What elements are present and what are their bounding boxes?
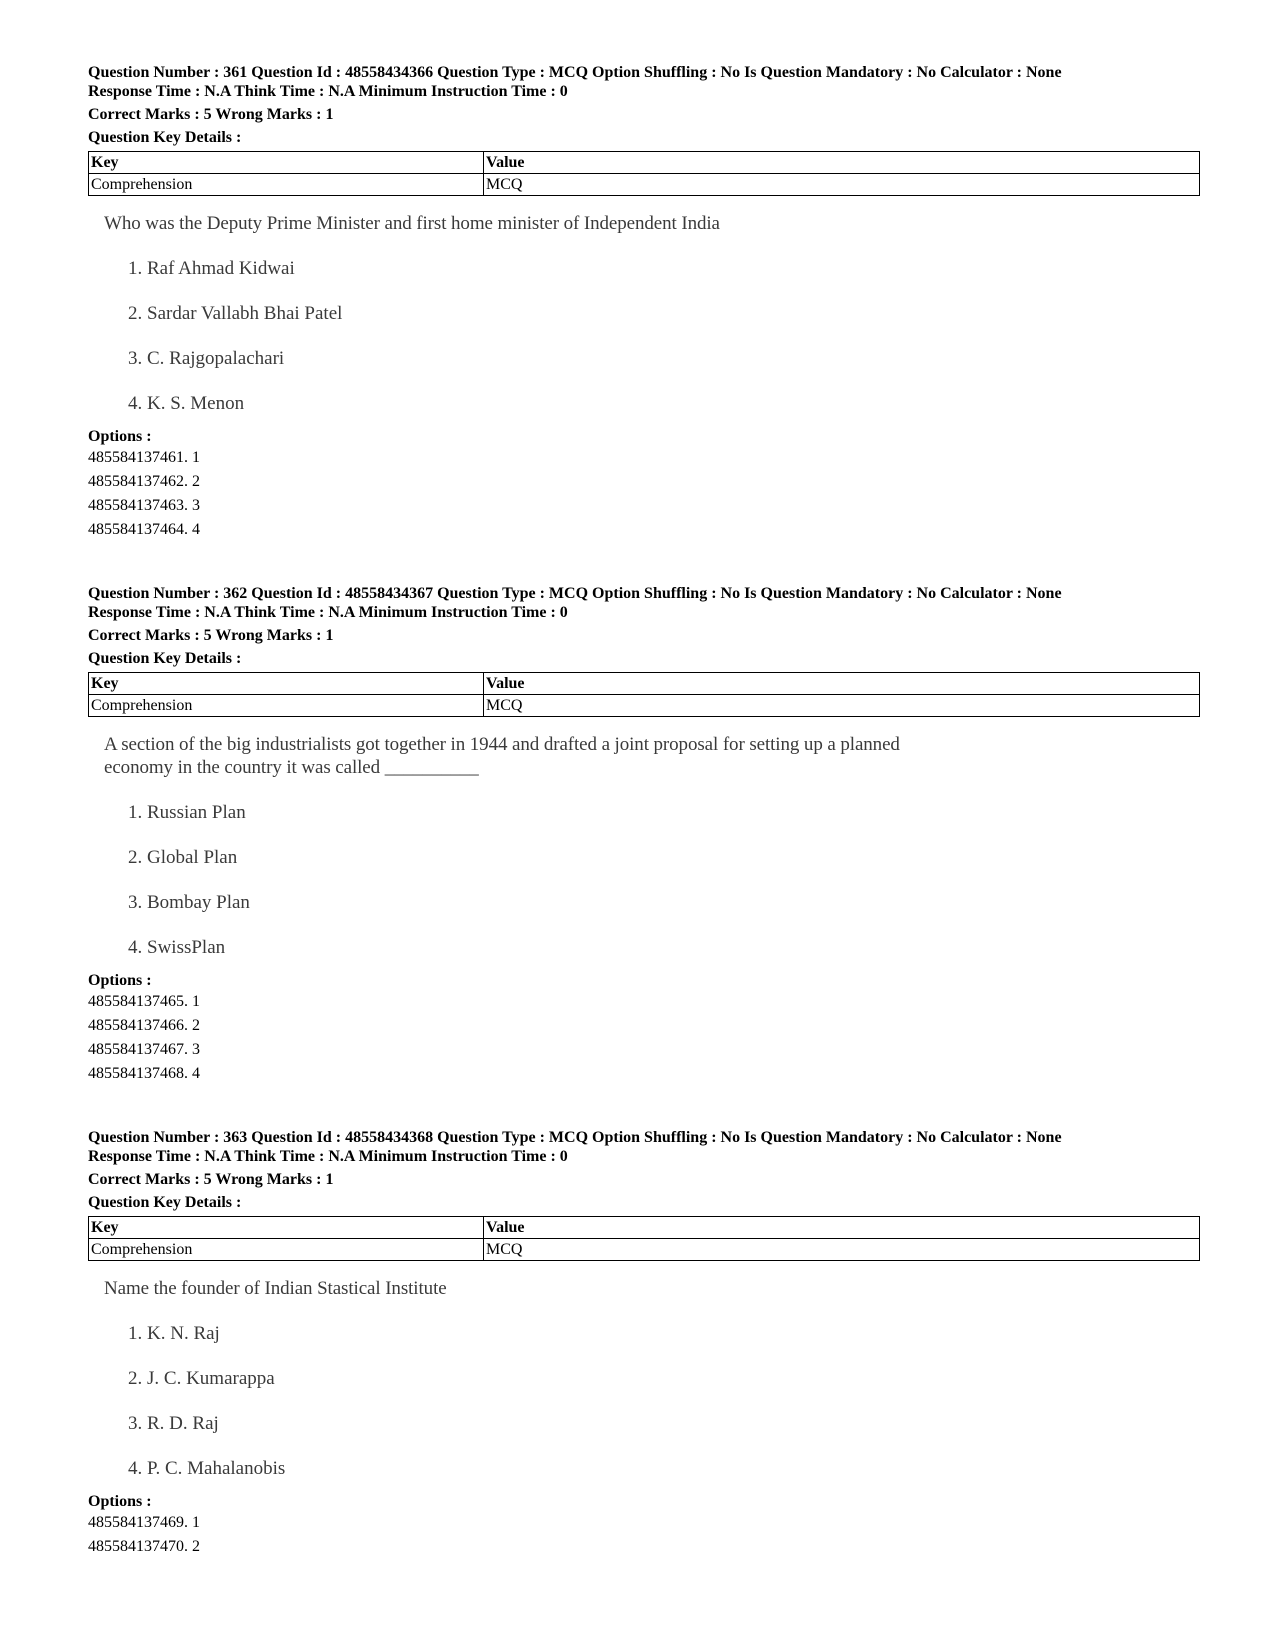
marks-line: Correct Marks : 5 Wrong Marks : 1	[88, 106, 334, 123]
question-block-362	[88, 584, 1200, 1086]
key-details-label: Question Key Details :	[88, 1194, 242, 1211]
question-meta-line: Question Number : 363 Question Id : 48558434368 Question Type : MCQ Option Shuffling : No Is Question Mandatory : No Calculator : None	[88, 1129, 1062, 1146]
options-label: Options :	[88, 972, 152, 989]
table-cell-key: Comprehension	[89, 695, 484, 717]
answer-choices	[88, 802, 1200, 959]
key-details-label: Question Key Details :	[88, 650, 242, 667]
question-timing-line: Response Time : N.A Think Time : N.A Minimum Instruction Time : 0	[88, 83, 568, 100]
table-cell-key: Comprehension	[89, 174, 484, 196]
answer-choice: 3. R. D. Raj	[128, 1413, 219, 1434]
question-block-363	[88, 1128, 1200, 1559]
answer-choice: 2. Sardar Vallabh Bhai Patel	[128, 303, 343, 324]
answer-choices	[88, 258, 1200, 415]
option-id: 485584137466. 2	[88, 1017, 200, 1034]
table-header-value: Value	[484, 1217, 1200, 1239]
table-cell-value: MCQ	[484, 174, 1200, 196]
answer-choice: 4. P. C. Mahalanobis	[128, 1458, 286, 1479]
option-id: 485584137464. 4	[88, 521, 200, 538]
option-id: 485584137462. 2	[88, 473, 200, 490]
question-text-line: economy in the country it was called __________	[104, 757, 479, 778]
key-details-table	[88, 1216, 1200, 1261]
key-details-label: Question Key Details :	[88, 129, 242, 146]
question-timing-line: Response Time : N.A Think Time : N.A Minimum Instruction Time : 0	[88, 1148, 568, 1165]
option-id: 485584137467. 3	[88, 1041, 200, 1058]
table-header-value: Value	[484, 152, 1200, 174]
question-text-line: A section of the big industrialists got together in 1944 and drafted a joint proposal for setting up a planned	[104, 734, 900, 755]
question-text: Who was the Deputy Prime Minister and first home minister of Independent India	[104, 213, 720, 234]
answer-choice: 1. K. N. Raj	[128, 1323, 220, 1344]
key-details-table	[88, 672, 1200, 717]
table-cell-key: Comprehension	[89, 1239, 484, 1261]
answer-choice: 2. J. C. Kumarappa	[128, 1368, 275, 1389]
table-cell-value: MCQ	[484, 1239, 1200, 1261]
options-label: Options :	[88, 428, 152, 445]
table-header-key: Key	[89, 152, 484, 174]
question-block-361	[88, 63, 1200, 542]
option-id: 485584137463. 3	[88, 497, 200, 514]
answer-choice: 2. Global Plan	[128, 847, 238, 868]
question-meta-line: Question Number : 362 Question Id : 48558434367 Question Type : MCQ Option Shuffling : No Is Question Mandatory : No Calculator : None	[88, 585, 1062, 602]
answer-choice: 3. C. Rajgopalachari	[128, 348, 285, 369]
question-timing-line: Response Time : N.A Think Time : N.A Minimum Instruction Time : 0	[88, 604, 568, 621]
answer-choice: 1. Raf Ahmad Kidwai	[128, 258, 295, 279]
table-header-key: Key	[89, 1217, 484, 1239]
question-text	[104, 733, 1200, 779]
option-id: 485584137470. 2	[88, 1538, 200, 1555]
answer-choice: 4. SwissPlan	[128, 937, 226, 958]
answer-choice: 4. K. S. Menon	[128, 393, 245, 414]
options-label: Options :	[88, 1493, 152, 1510]
answer-choices	[88, 1323, 1200, 1480]
marks-line: Correct Marks : 5 Wrong Marks : 1	[88, 1171, 334, 1188]
answer-choice: 1. Russian Plan	[128, 802, 246, 823]
option-id: 485584137468. 4	[88, 1065, 200, 1082]
table-header-key: Key	[89, 673, 484, 695]
option-id: 485584137465. 1	[88, 993, 200, 1010]
key-details-table	[88, 151, 1200, 196]
question-meta-line: Question Number : 361 Question Id : 48558434366 Question Type : MCQ Option Shuffling : No Is Question Mandatory : No Calculator : None	[88, 64, 1062, 81]
option-id: 485584137469. 1	[88, 1514, 200, 1531]
table-header-value: Value	[484, 673, 1200, 695]
table-cell-value: MCQ	[484, 695, 1200, 717]
question-text: Name the founder of Indian Stastical Institute	[104, 1278, 447, 1299]
answer-choice: 3. Bombay Plan	[128, 892, 250, 913]
option-id: 485584137461. 1	[88, 449, 200, 466]
marks-line: Correct Marks : 5 Wrong Marks : 1	[88, 627, 334, 644]
